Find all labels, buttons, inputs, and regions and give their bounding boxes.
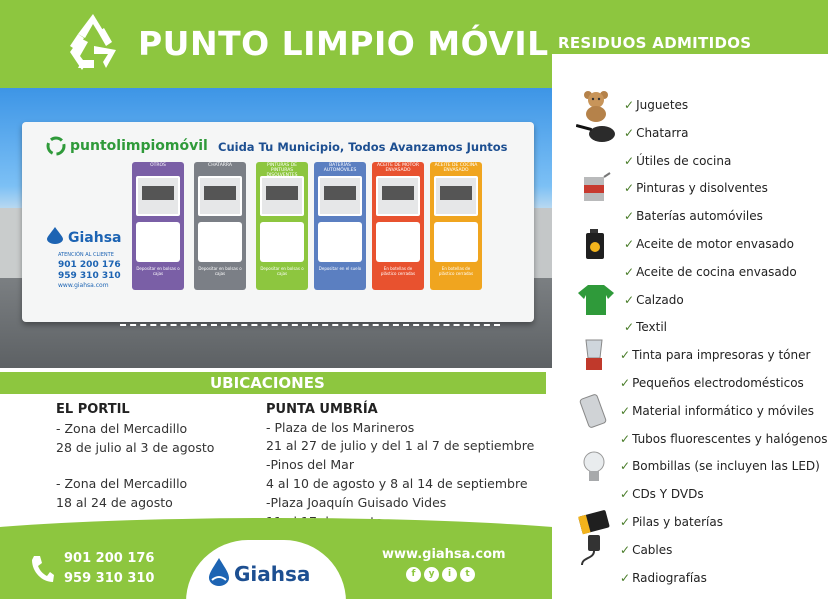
facebook-icon[interactable]: f (406, 567, 421, 582)
residuo-text: Cables (632, 543, 673, 557)
container-legs (120, 324, 500, 327)
residuo-label (624, 154, 731, 168)
bin-slot (318, 176, 362, 216)
residuo-text: Tubos fluorescentes y halógenos (632, 432, 828, 446)
bin-label: OTROS (150, 163, 166, 168)
residuo-text: Material informático y móviles (632, 404, 815, 418)
location-line: 28 de julio al 3 de agosto (56, 440, 215, 455)
container-giahsa-logo: Giahsa (68, 230, 122, 246)
check-icon: ✓ (620, 348, 631, 362)
twitter-icon[interactable]: t (460, 567, 475, 582)
residuo-item (552, 122, 828, 148)
residuo-text: Pilas y baterías (632, 515, 723, 529)
residuo-text: Aceite de cocina envasado (636, 265, 797, 279)
residuo-label (620, 404, 814, 418)
bin-slot (376, 176, 420, 216)
footer-phone-2: 959 310 310 (64, 571, 155, 586)
light-bulb-icon (574, 449, 614, 483)
container-brand (46, 136, 208, 156)
bin-slot (198, 176, 242, 216)
blender-icon (574, 338, 614, 372)
check-icon: ✓ (620, 432, 631, 446)
residuo-label (624, 98, 688, 112)
residuo-item (552, 289, 828, 315)
paint-can-icon (576, 171, 616, 205)
instagram-icon[interactable]: i (442, 567, 457, 582)
youtube-icon[interactable]: y (424, 567, 439, 582)
check-icon: ✓ (624, 320, 635, 334)
residuo-text: Pequeños electrodomésticos (632, 376, 804, 390)
bin-label: CHATARRA (208, 163, 232, 168)
oil-can-icon (576, 227, 616, 261)
bin-instructions: Depositar en bolsas o cajas (198, 266, 242, 276)
check-icon: ✓ (624, 293, 635, 307)
residuo-item (552, 233, 828, 259)
bin-label: ACEITE DE COCINA ENVASADO (434, 163, 478, 173)
footer-website[interactable]: www.giahsa.com (382, 547, 506, 562)
bin-instructions: Depositar en bolsas o cajas (136, 266, 180, 276)
bin-pictogram (198, 222, 242, 262)
check-icon: ✓ (620, 571, 631, 585)
mobile-phone-icon (574, 394, 614, 428)
residuo-text: Textil (636, 320, 667, 334)
bin-label: ACEITE DE MOTOR ENVASADO (377, 163, 419, 173)
location-line: - Plaza de los Marineros (266, 420, 415, 435)
residuo-label (620, 571, 707, 585)
residuo-item (552, 177, 828, 203)
giahsa-drop-icon (44, 226, 66, 244)
phone-icon (30, 554, 54, 584)
check-icon: ✓ (624, 126, 635, 140)
location-line: - Zona del Mercadillo (56, 421, 188, 436)
residuo-label (620, 543, 672, 557)
bin-instructions: Depositar en bolsas o cajas (260, 266, 304, 276)
residuo-label (620, 376, 804, 390)
container-web: www.giahsa.com (58, 282, 109, 289)
check-icon: ✓ (620, 376, 631, 390)
residuo-label (620, 432, 828, 446)
residuo-item (552, 455, 828, 481)
check-icon: ✓ (620, 404, 631, 418)
residuo-text: Calzado (636, 293, 684, 307)
location-line: 21 al 27 de julio y del 1 al 7 de septiembre (266, 438, 535, 453)
bin-instructions: Depositar en el suelo (318, 266, 362, 271)
bin-pictogram (260, 222, 304, 262)
charger-cable-icon (574, 533, 614, 567)
location-line: 18 al 24 de agosto (56, 495, 173, 510)
bin-pictogram (136, 222, 180, 262)
container-bin (314, 162, 366, 290)
residuo-label (624, 181, 768, 195)
frying-pan-icon (576, 116, 616, 150)
location-line: -Plaza Joaquín Guisado Vides (266, 495, 447, 510)
bin-pictogram (376, 222, 420, 262)
container-bin (132, 162, 184, 290)
residuo-item (552, 400, 828, 426)
ubicaciones-title: UBICACIONES (210, 374, 325, 392)
recycle-icon (46, 136, 66, 156)
bin-instructions: En botellas de plástico cerradas (438, 266, 474, 276)
residuo-text: Baterías automóviles (636, 209, 763, 223)
location-el-portil: EL PORTIL (56, 402, 130, 417)
residuo-item (552, 539, 828, 565)
check-icon: ✓ (620, 459, 631, 473)
bin-instructions: En botellas de plástico cerradas (380, 266, 416, 276)
residuo-label (620, 348, 810, 362)
check-icon: ✓ (620, 487, 631, 501)
residuo-item (552, 567, 828, 593)
residuo-text: Útiles de cocina (636, 154, 732, 168)
bin-slot (136, 176, 180, 216)
location-line: -Pinos del Mar (266, 457, 354, 472)
residuo-label (624, 265, 797, 279)
residuo-text: Tinta para impresoras y tóner (632, 348, 811, 362)
footer-phone-1: 901 200 176 (64, 551, 155, 566)
residuo-label (624, 209, 763, 223)
container-bin (256, 162, 308, 290)
shirt-icon (576, 283, 616, 317)
bin-label: PINTURAS DE PINTURAS (266, 163, 298, 173)
residuo-text: Juguetes (636, 98, 689, 112)
residuo-label (624, 320, 667, 334)
page-title: PUNTO LIMPIO MÓVIL (138, 24, 549, 63)
container-photo (0, 88, 552, 368)
container-brand-text: puntolimpiomóvil (70, 138, 208, 154)
residuos-title: RESIDUOS ADMITIDOS (558, 34, 752, 52)
container-bin (194, 162, 246, 290)
residuos-list (552, 54, 828, 599)
check-icon: ✓ (624, 98, 635, 112)
check-icon: ✓ (620, 543, 631, 557)
residuo-text: Bombillas (se incluyen las LED) (632, 459, 820, 473)
container-bin (430, 162, 482, 290)
residuo-label (624, 237, 794, 251)
residuo-label (620, 487, 704, 501)
container-phone-2: 959 310 310 (58, 271, 121, 281)
bin-slot (260, 176, 304, 216)
bin-label: BATERÍAS AUTOMÓVILES (323, 163, 357, 173)
bin-slot (434, 176, 478, 216)
residuo-text: Radiografías (632, 571, 707, 585)
residuo-text: Pinturas y disolventes (636, 181, 768, 195)
residuo-label (620, 459, 820, 473)
residuo-text: Aceite de motor envasado (636, 237, 794, 251)
residuo-label (624, 126, 688, 140)
residuo-label (620, 515, 723, 529)
giahsa-logo-text: Giahsa (234, 562, 311, 586)
check-icon: ✓ (624, 237, 635, 251)
check-icon: ✓ (624, 154, 635, 168)
location-line: - Zona del Mercadillo (56, 476, 188, 491)
giahsa-drop-icon (206, 556, 232, 588)
recycle-icon (58, 10, 128, 80)
check-icon: ✓ (624, 265, 635, 279)
container-slogan: Cuida Tu Municipio, Todos Avanzamos Juntos (218, 140, 508, 154)
bin-pictogram (318, 222, 362, 262)
location-line: 4 al 10 de agosto y 8 al 14 de septiembre (266, 476, 528, 491)
container-phone-1: 901 200 176 (58, 260, 121, 270)
container-bin (372, 162, 424, 290)
residuo-text: Chatarra (636, 126, 689, 140)
bin-pictogram (434, 222, 478, 262)
residuo-item (552, 344, 828, 370)
recycling-container (22, 122, 534, 322)
container-atencion: ATENCIÓN AL CLIENTE (58, 252, 114, 258)
check-icon: ✓ (620, 515, 631, 529)
location-punta-umbria: PUNTA UMBRÍA (266, 402, 378, 417)
residuo-text: CDs Y DVDs (632, 487, 704, 501)
check-icon: ✓ (624, 209, 635, 223)
residuo-label (624, 293, 684, 307)
check-icon: ✓ (624, 181, 635, 195)
